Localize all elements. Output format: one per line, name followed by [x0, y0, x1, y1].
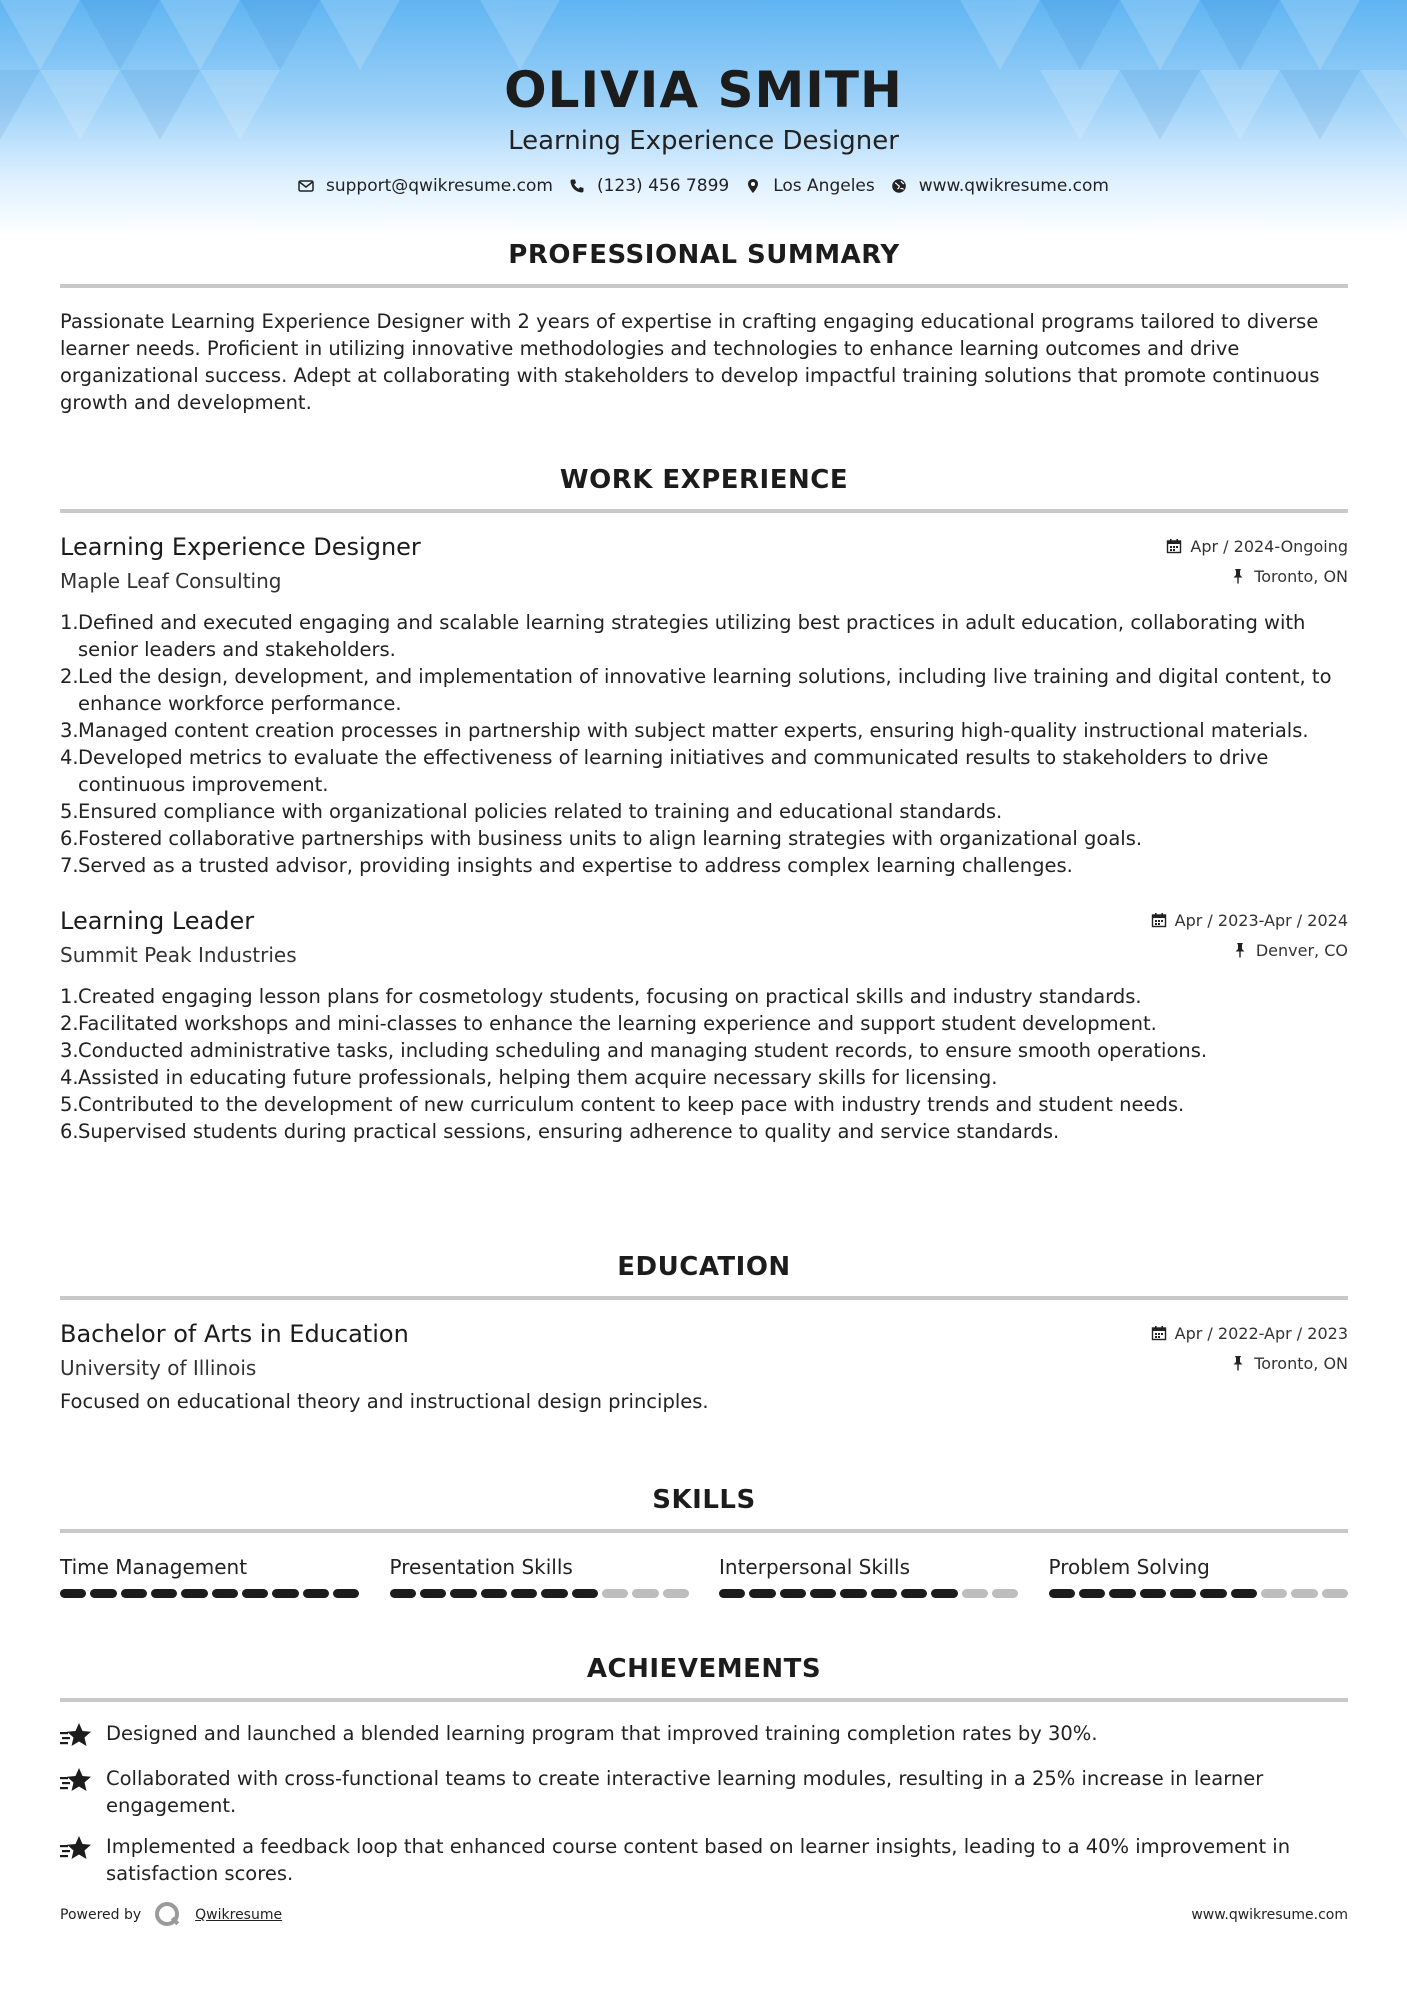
- skill-name: Time Management: [60, 1555, 248, 1579]
- skill-level-bar: [1049, 1589, 1349, 1598]
- job-dates: [1166, 531, 1348, 561]
- skill-segment-empty: [962, 1589, 988, 1598]
- experience-section: [60, 463, 1348, 1145]
- achievement-item: [60, 1833, 1348, 1887]
- skill-segment-filled: [1231, 1589, 1257, 1598]
- skill-segment-filled: [60, 1589, 86, 1598]
- skill-segment-filled: [749, 1589, 775, 1598]
- candidate-title: Learning Experience Designer: [508, 126, 899, 156]
- skills-heading: SKILLS: [652, 1485, 756, 1515]
- shooting-star-icon: [60, 1721, 92, 1751]
- brand-link[interactable]: Qwikresume: [195, 1907, 283, 1923]
- skill-segment-filled: [1049, 1589, 1075, 1598]
- skill-segment-empty: [663, 1589, 689, 1598]
- contact-website-text: www.qwikresume.com: [918, 176, 1109, 196]
- pushpin-icon: [1230, 568, 1246, 584]
- contact-phone-text: (123) 456 7899: [596, 176, 730, 196]
- skill-segment-filled: [272, 1589, 298, 1598]
- calendar-icon: [1166, 538, 1182, 554]
- calendar-icon: [1151, 1325, 1167, 1341]
- skill-segment-filled: [810, 1589, 836, 1598]
- skill-segment-filled: [212, 1589, 238, 1598]
- skill-segment-empty: [602, 1589, 628, 1598]
- education-location: [1151, 1348, 1348, 1378]
- skill-segment-filled: [871, 1589, 897, 1598]
- skill-segment-filled: [181, 1589, 207, 1598]
- powered-by: [60, 1900, 282, 1930]
- job-location-text: Denver, CO: [1255, 940, 1348, 960]
- envelope-icon: [298, 178, 314, 194]
- section-divider: [60, 1698, 1348, 1702]
- section-divider: [60, 1296, 1348, 1300]
- section-divider: [60, 509, 1348, 513]
- education-dates: [1151, 1318, 1348, 1348]
- job-entry: [60, 905, 1348, 1145]
- skill-segment-filled: [450, 1589, 476, 1598]
- list-item: 2. Led the design, development, and implementation of innovative learning solutions, including live training and digital content, to enhance workforce performance.: [60, 665, 1332, 715]
- job-responsibilities: [60, 983, 1348, 1145]
- summary-heading: PROFESSIONAL SUMMARY: [508, 240, 900, 270]
- list-item: 2. Facilitated workshops and mini-classes to enhance the learning experience and support student development.: [60, 1012, 1157, 1035]
- phone-icon: [569, 178, 585, 194]
- section-divider: [60, 284, 1348, 288]
- pushpin-icon: [1232, 942, 1248, 958]
- skill-level-bar: [390, 1589, 690, 1598]
- list-item: 3. Conducted administrative tasks, including scheduling and managing student records, to ensure smooth operations.: [60, 1039, 1208, 1062]
- skill-segment-filled: [572, 1589, 598, 1598]
- achievements-list: [60, 1720, 1348, 1887]
- skill-segment-filled: [541, 1589, 567, 1598]
- skill-segment-filled: [719, 1589, 745, 1598]
- job-company: Summit Peak Industries: [60, 943, 297, 967]
- skill-name: Problem Solving: [1048, 1555, 1210, 1579]
- skill-segment-filled: [1200, 1589, 1226, 1598]
- section-divider: [60, 1529, 1348, 1533]
- list-item: 7. Served as a trusted advisor, providing insights and expertise to address complex learning challenges.: [60, 854, 1073, 877]
- summary-section: [60, 238, 1348, 416]
- skill-segment-filled: [121, 1589, 147, 1598]
- skill-segment-filled: [333, 1589, 359, 1598]
- achievements-heading: ACHIEVEMENTS: [586, 1654, 822, 1684]
- skill-segment-filled: [151, 1589, 177, 1598]
- list-item: 6. Supervised students during practical sessions, ensuring adherence to quality and service standards.: [60, 1120, 1060, 1143]
- skills-section: [60, 1483, 1348, 1598]
- education-dates-text: Apr / 2022-Apr / 2023: [1174, 1323, 1348, 1343]
- job-dates-text: Apr / 2023-Apr / 2024: [1174, 910, 1348, 930]
- skill-item: [1049, 1553, 1349, 1598]
- skill-item: [60, 1553, 360, 1598]
- achievements-section: [60, 1652, 1348, 1887]
- skills-list: [60, 1553, 1348, 1598]
- skill-segment-filled: [780, 1589, 806, 1598]
- achievement-text: Collaborated with cross-functional teams to create interactive learning modules, resulting in a 25% increase in learner engagement.: [106, 1767, 1264, 1817]
- skill-segment-filled: [511, 1589, 537, 1598]
- skill-segment-filled: [1170, 1589, 1196, 1598]
- skill-segment-filled: [242, 1589, 268, 1598]
- list-item: 5. Ensured compliance with organizational policies related to training and educational standards.: [60, 800, 1003, 823]
- experience-heading: WORK EXPERIENCE: [559, 465, 849, 495]
- skill-segment-filled: [303, 1589, 329, 1598]
- skill-segment-filled: [1079, 1589, 1105, 1598]
- job-title: Learning Leader: [60, 907, 255, 935]
- qwikresume-logo-icon: [153, 1900, 183, 1930]
- powered-by-label: Powered by: [60, 1907, 142, 1923]
- education-heading: EDUCATION: [617, 1252, 791, 1282]
- skill-segment-filled: [1140, 1589, 1166, 1598]
- skill-segment-empty: [1261, 1589, 1287, 1598]
- skill-segment-empty: [992, 1589, 1018, 1598]
- contact-location-text: Los Angeles: [773, 176, 875, 196]
- contact-website[interactable]: [891, 176, 1109, 196]
- education-entry: [60, 1318, 1348, 1415]
- list-item: 1. Defined and executed engaging and scalable learning strategies utilizing best practices in adult education, collaborating with senior leaders and stakeholders.: [60, 611, 1306, 661]
- skill-segment-filled: [901, 1589, 927, 1598]
- skill-segment-filled: [390, 1589, 416, 1598]
- skill-level-bar: [719, 1589, 1019, 1598]
- contact-bar: [0, 176, 1407, 196]
- contact-email[interactable]: [298, 176, 553, 196]
- list-item: 3. Managed content creation processes in partnership with subject matter experts, ensuring high-quality instructional materials.: [60, 719, 1309, 742]
- education-location-text: Toronto, ON: [1254, 1353, 1348, 1373]
- skill-name: Interpersonal Skills: [719, 1555, 911, 1579]
- list-item: 4. Developed metrics to evaluate the effectiveness of learning initiatives and communicated results to stakeholders to drive continuous improvement.: [60, 746, 1269, 796]
- contact-email-text: support@qwikresume.com: [326, 176, 553, 196]
- skill-segment-filled: [931, 1589, 957, 1598]
- contact-phone[interactable]: [569, 176, 729, 196]
- job-dates: [1151, 905, 1348, 935]
- skill-item: [719, 1553, 1019, 1598]
- skill-segment-filled: [840, 1589, 866, 1598]
- skill-segment-filled: [420, 1589, 446, 1598]
- summary-text: Passionate Learning Experience Designer with 2 years of expertise in crafting engaging educational programs tailored to diverse learner needs. Proficient in utilizing innovative methodologies and technologies to enhance learning outcomes and drive organizational success. Adept at collaborating with stakeholders to develop impactful training solutions that promote continuous growth and development.: [60, 310, 1320, 414]
- list-item: 6. Fostered collaborative partnerships with business units to align learning strategies with organizational goals.: [60, 827, 1143, 850]
- list-item: 1. Created engaging lesson plans for cosmetology students, focusing on practical skills and industry standards.: [60, 985, 1142, 1008]
- skill-item: [390, 1553, 690, 1598]
- list-item: 5. Contributed to the development of new curriculum content to keep pace with industry trends and student needs.: [60, 1093, 1185, 1116]
- map-pin-icon: [745, 178, 761, 194]
- degree-title: Bachelor of Arts in Education: [60, 1320, 409, 1348]
- job-title: Learning Experience Designer: [60, 533, 421, 561]
- skill-segment-empty: [632, 1589, 658, 1598]
- skill-segment-filled: [481, 1589, 507, 1598]
- job-location-text: Toronto, ON: [1254, 566, 1348, 586]
- skill-level-bar: [60, 1589, 360, 1598]
- job-dates-text: Apr / 2024-Ongoing: [1190, 536, 1348, 556]
- resume-header: [0, 58, 1407, 196]
- skill-segment-empty: [1291, 1589, 1317, 1598]
- achievement-text: Implemented a feedback loop that enhanced course content based on learner insights, leading to a 40% improvement in satisfaction scores.: [106, 1835, 1291, 1885]
- list-item: 4. Assisted in educating future professionals, helping them acquire necessary skills for licensing.: [60, 1066, 998, 1089]
- job-company: Maple Leaf Consulting: [60, 569, 282, 593]
- footer: [60, 1900, 1348, 1930]
- achievement-item: [60, 1765, 1348, 1819]
- contact-location: [745, 176, 875, 196]
- footer-website[interactable]: www.qwikresume.com: [1191, 1907, 1348, 1923]
- skill-segment-filled: [1109, 1589, 1135, 1598]
- calendar-icon: [1151, 912, 1167, 928]
- job-responsibilities: [60, 609, 1348, 879]
- school-name: University of Illinois: [60, 1356, 257, 1380]
- shooting-star-icon: [60, 1834, 92, 1864]
- candidate-name: OLIVIA SMITH: [504, 61, 903, 119]
- skill-name: Presentation Skills: [389, 1555, 573, 1579]
- pushpin-icon: [1230, 1355, 1246, 1371]
- skill-segment-empty: [1322, 1589, 1348, 1598]
- skill-segment-filled: [90, 1589, 116, 1598]
- achievement-text: Designed and launched a blended learning program that improved training completion rates by 30%.: [106, 1722, 1098, 1745]
- job-entry: [60, 531, 1348, 879]
- globe-icon: [891, 178, 907, 194]
- job-location: [1151, 935, 1348, 965]
- education-description: Focused on educational theory and instructional design principles.: [60, 1390, 709, 1413]
- education-section: [60, 1250, 1348, 1415]
- achievement-item: [60, 1720, 1348, 1751]
- shooting-star-icon: [60, 1766, 92, 1796]
- job-location: [1166, 561, 1348, 591]
